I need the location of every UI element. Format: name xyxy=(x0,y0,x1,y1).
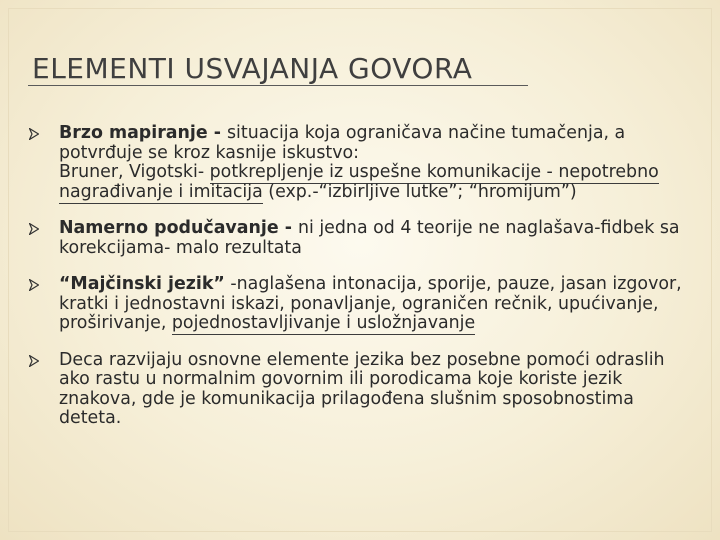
bullet-text: -naglašena intonacija, sporije, pauze, jasan izgovor, kratki i jednostavni iskazi, ponavljanje, ograničen rečnik, upućivanje, proširivanje, xyxy=(59,274,682,333)
bullet-text: (exp.-“izbirljive lutke”; “hromijum”) xyxy=(262,181,577,202)
bullet-lead: Namerno podučavanje - xyxy=(59,218,298,238)
bullet-item-motherese xyxy=(24,275,684,334)
slide-title: ELEMENTI USVAJANJA GOVORA xyxy=(32,52,473,85)
arrowhead-bullet-icon xyxy=(29,223,39,235)
bullet-list xyxy=(24,124,684,446)
bullet-text: Deca razvijaju osnovne elemente jezika bez posebne pomoći odraslih ako rastu u normalnim govornim ili porodicama koje koriste jezik znakova, gde je komunikacija prilagođena slušnim sposobnostima deteta. xyxy=(59,349,665,428)
bullet-text: Bruner, Vigotski- xyxy=(59,162,210,182)
arrowhead-bullet-icon xyxy=(29,279,39,291)
arrowhead-bullet-icon xyxy=(29,128,39,140)
bullet-lead: “Majčinski jezik” xyxy=(59,274,225,294)
underlined-text: pojednostavljivanje i usložnjavanje xyxy=(171,313,476,333)
arrowhead-bullet-icon xyxy=(29,355,39,367)
bullet-item-children-develop xyxy=(24,351,684,429)
bullet-item-fast-mapping xyxy=(24,124,684,202)
bullet-text: ni jedna od 4 teorije ne naglašava-fidbek sa korekcijama- malo rezultata xyxy=(59,218,680,258)
bullet-lead: Brzo mapiranje - xyxy=(59,123,227,143)
underlined-text: potkrepljenje iz uspešne komunikacije - nepotrebno nagrađivanje i imitacija xyxy=(59,162,659,202)
bullet-item-intentional-teaching xyxy=(24,219,684,258)
title-underline xyxy=(28,85,528,86)
bullet-text: situacija koja ograničava načine tumačenja, a potvrđuje se kroz kasnije iskustvo: xyxy=(59,123,626,163)
